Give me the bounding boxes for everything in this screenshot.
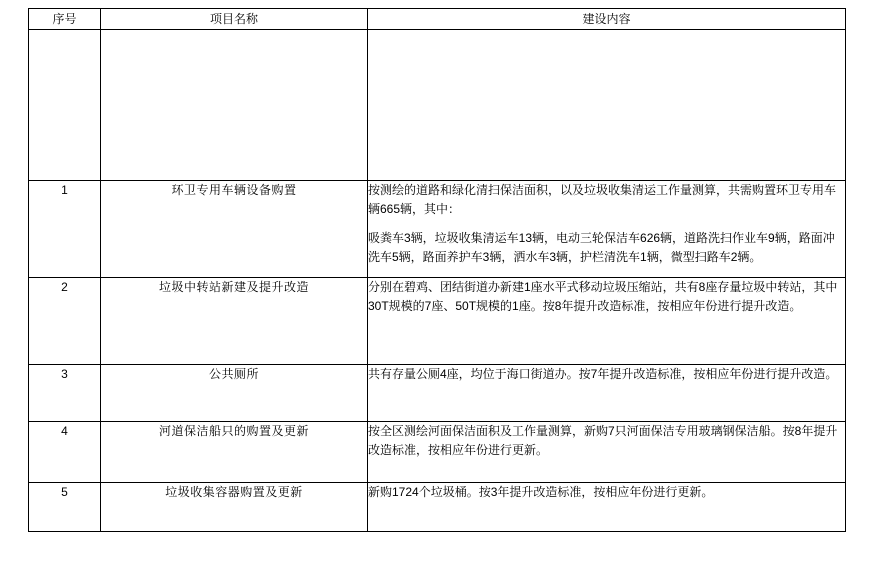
column-header-project-name: 项目名称 — [101, 9, 368, 30]
construction-content-table — [28, 8, 846, 532]
table-row — [29, 365, 846, 422]
table-row — [29, 181, 846, 278]
cell-sequence: 1 — [29, 181, 101, 278]
cell-construction-content — [368, 365, 846, 422]
cell-construction-content — [368, 278, 846, 365]
column-header-construction-content: 建设内容 — [368, 9, 846, 30]
cell-sequence: 3 — [29, 365, 101, 422]
table-row — [29, 422, 846, 483]
cell-sequence: 2 — [29, 278, 101, 365]
cell-construction-content — [368, 181, 846, 278]
table-row — [29, 30, 846, 181]
cell-project-name: 河道保洁船只的购置及更新 — [101, 422, 368, 483]
cell-project-name: 垃圾收集容器购置及更新 — [101, 483, 368, 532]
cell-sequence — [29, 30, 101, 181]
cell-construction-content — [368, 422, 846, 483]
cell-project-name — [101, 30, 368, 181]
cell-project-name: 公共厕所 — [101, 365, 368, 422]
content-paragraph: 按测绘的道路和绿化清扫保洁面积，以及垃圾收集清运工作量测算，共需购置环卫专用车辆665辆，其中： — [368, 183, 837, 216]
content-paragraph: 分别在碧鸡、团结街道办新建1座水平式移动垃圾压缩站，共有8座存量垃圾中转站，其中30T规模的7座、50T规模的1座。按8年提升改造标准，按相应年份进行提升改造。 — [368, 280, 838, 313]
cell-project-name: 垃圾中转站新建及提升改造 — [101, 278, 368, 365]
cell-construction-content — [368, 30, 846, 181]
cell-construction-content — [368, 483, 846, 532]
table-header-row — [29, 9, 846, 30]
table-row — [29, 278, 846, 365]
content-paragraph: 吸粪车3辆，垃圾收集清运车13辆，电动三轮保洁车626辆，道路洗扫作业车9辆，路面冲洗车5辆，路面养护车3辆，洒水车3辆，护栏清洗车1辆，微型扫路车2辆。 — [368, 231, 835, 264]
cell-sequence: 5 — [29, 483, 101, 532]
content-paragraph: 共有存量公厕4座，均位于海口街道办。按7年提升改造标准，按相应年份进行提升改造。 — [368, 367, 838, 381]
cell-sequence: 4 — [29, 422, 101, 483]
table-row — [29, 483, 846, 532]
content-paragraph: 按全区测绘河面保洁面积及工作量测算，新购7只河面保洁专用玻璃钢保洁船。按8年提升改造标准，按相应年份进行更新。 — [368, 424, 838, 457]
cell-project-name: 环卫专用车辆设备购置 — [101, 181, 368, 278]
column-header-sequence: 序号 — [29, 9, 101, 30]
content-paragraph: 新购1724个垃圾桶。按3年提升改造标准，按相应年份进行更新。 — [368, 485, 714, 499]
